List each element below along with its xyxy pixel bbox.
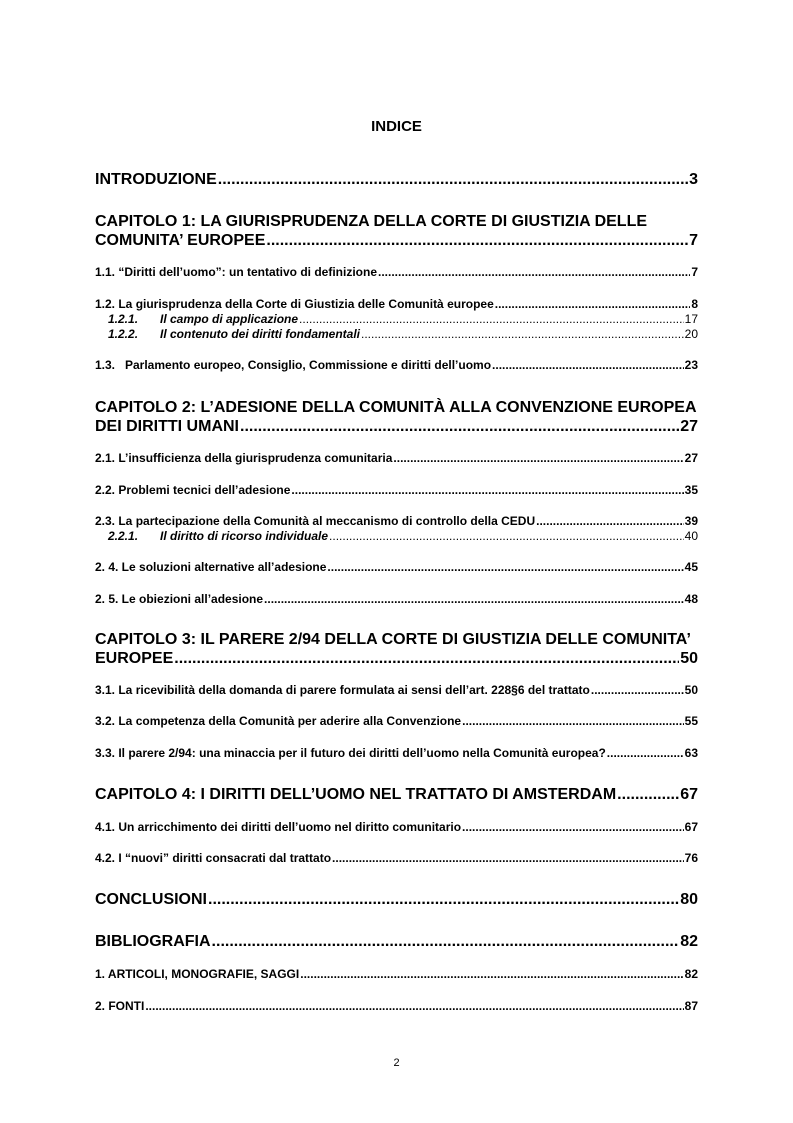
toc-entry-label: 4.2. I “nuovi” diritti consacrati dal trattato [95,851,332,865]
toc-page-number: 55 [684,714,698,728]
toc-entry-label: CAPITOLO 4: I DIRITTI DELL’UOMO NEL TRATTATO DI AMSTERDAM [95,786,617,803]
toc-entry-4-1[interactable] [95,819,698,835]
toc-page-number: 40 [684,529,698,543]
dot-leader [329,528,684,544]
toc-page-number: 87 [684,999,698,1013]
toc-entry-2-2[interactable] [95,482,698,498]
toc-entry-label: BIBLIOGRAFIA [95,933,211,950]
toc-entry-1-2-1[interactable] [95,311,698,327]
page-title: INDICE [371,118,422,135]
toc-page-number: 7 [689,232,698,249]
toc-entry-label: Parlamento europeo, Consiglio, Commissione e diritti dell’uomo [125,358,492,372]
dot-leader [264,591,684,607]
toc-entry-label: 2.1. L’insufficienza della giurisprudenza comunitaria [95,451,393,465]
toc-entry-label-group [95,326,360,342]
toc-page-number: 50 [680,650,698,667]
toc-page-number: 76 [684,851,698,865]
toc-entry-label: 1. ARTICOLI, MONOGRAFIE, SAGGI [95,967,300,981]
dot-leader [607,745,684,761]
toc-entry-3-2[interactable] [95,713,698,729]
toc-entry-biblio-2[interactable] [95,998,698,1014]
toc-page-number: 20 [684,327,698,341]
dot-leader [212,932,680,951]
toc-entry-label-group [95,311,298,327]
toc-entry-1-2-2[interactable] [95,326,698,342]
toc-entry-1-3[interactable] [95,357,698,373]
toc-page-number: 67 [684,820,698,834]
toc-entry-label: INTRODUZIONE [95,171,217,188]
dot-leader [495,296,691,312]
toc-entry-label: 2.3. La partecipazione della Comunità al meccanismo di controllo della CEDU [95,514,536,528]
dot-leader [174,649,679,668]
toc-page-number: 27 [684,451,698,465]
toc-page-number: 7 [691,265,698,279]
toc-entry-biblio-1[interactable] [95,966,698,982]
toc-entry-2-3[interactable] [95,513,698,529]
toc-page-number: 80 [680,891,698,908]
toc-entry-label: 4.1. Un arricchimento dei diritti dell’uomo nel diritto comunitario [95,820,462,834]
dot-leader [300,966,683,982]
toc-entry-label: 1.2. La giurisprudenza della Corte di Giustizia delle Comunità europee [95,297,494,311]
dot-leader [240,417,679,436]
dot-leader [332,850,684,866]
toc-page-number: 82 [680,933,698,950]
toc-entry-label-line2: EUROPEE [95,650,174,667]
toc-page-number: 35 [684,483,698,497]
toc-entry-capitolo-2[interactable] [95,398,698,436]
dot-leader [393,450,683,466]
dot-leader [299,311,684,327]
toc-entry-number: 1.2.2. [108,327,139,341]
toc-entry-label-line2: DEI DIRITTI UMANI [95,418,239,435]
toc-entry-label-group [95,528,328,544]
toc-entry-capitolo-4[interactable] [95,785,698,804]
dot-leader [536,513,684,529]
toc-entry-label-line2: COMUNITA’ EUROPEE [95,232,266,249]
toc-entry-2-4[interactable] [95,559,698,575]
dot-leader [462,819,684,835]
toc-page-number: 39 [684,514,698,528]
toc-entry-number: 1.2.1. [108,312,139,326]
toc-entry-label: Il contenuto dei diritti fondamentali [160,327,360,341]
page-number: 2 [393,1057,400,1069]
toc-entry-label: Il diritto di ricorso individuale [160,529,329,543]
toc-entry-number: 2.2.1. [108,529,139,543]
dot-leader [591,682,684,698]
dot-leader [378,264,690,280]
toc-page-number: 50 [684,683,698,697]
dot-leader [327,559,683,575]
toc-page-number: 3 [689,171,698,188]
toc-entry-1-1[interactable] [95,264,698,280]
toc-entry-label-line1: CAPITOLO 2: L’ADESIONE DELLA COMUNITÀ ALLA CONVENZIONE EUROPEA [95,399,697,416]
toc-page-number: 17 [684,312,698,326]
toc-entry-number: 1.3. [95,358,116,372]
toc-page-number: 8 [691,297,698,311]
toc-entry-capitolo-1[interactable] [95,212,698,250]
toc-entry-3-1[interactable] [95,682,698,698]
toc-entry-label: CONCLUSIONI [95,891,207,908]
toc-entry-label: 2.2. Problemi tecnici dell’adesione [95,483,291,497]
toc-entry-label: 1.1. “Diritti dell’uomo”: un tentativo di definizione [95,265,378,279]
toc-page-number: 27 [680,418,698,435]
toc-page-number: 82 [684,967,698,981]
toc-entry-capitolo-3[interactable] [95,630,698,668]
toc-entry-2-5[interactable] [95,591,698,607]
toc-page-number: 67 [680,786,698,803]
toc-entry-label: 3.3. Il parere 2/94: una minaccia per il futuro dei diritti dell’uomo nella Comunità europea? [95,746,606,760]
toc-entry-label: 2. FONTI [95,999,145,1013]
toc-entry-2-2-1[interactable] [95,528,698,544]
dot-leader [361,326,684,342]
toc-entry-4-2[interactable] [95,850,698,866]
toc-page-number: 63 [684,746,698,760]
dot-leader [492,357,684,373]
dot-leader [145,998,683,1014]
toc-entry-label: 2. 4. Le soluzioni alternative all’adesione [95,560,327,574]
toc-page-number: 23 [684,358,698,372]
toc-entry-introduzione[interactable] [95,170,698,189]
toc-entry-bibliografia[interactable] [95,932,698,951]
toc-entry-label: Il campo di applicazione [160,312,299,326]
toc-entry-1-2[interactable] [95,296,698,312]
dot-leader [266,231,688,250]
dot-leader [617,785,679,804]
dot-leader [462,713,684,729]
toc-entry-label-line1: CAPITOLO 3: IL PARERE 2/94 DELLA CORTE DI GIUSTIZIA DELLE COMUNITA’ [95,631,691,648]
toc-page-number: 48 [684,592,698,606]
dot-leader [291,482,683,498]
toc-entry-label-line1: CAPITOLO 1: LA GIURISPRUDENZA DELLA CORTE DI GIUSTIZIA DELLE [95,213,648,230]
dot-leader [218,170,688,189]
toc-entry-3-3[interactable] [95,745,698,761]
toc-entry-label: 2. 5. Le obiezioni all’adesione [95,592,264,606]
toc-entry-2-1[interactable] [95,450,698,466]
toc-entry-conclusioni[interactable] [95,890,698,909]
toc-entry-label-group [95,357,491,373]
dot-leader [208,890,679,909]
toc-page-number: 45 [684,560,698,574]
toc-entry-label: 3.2. La competenza della Comunità per aderire alla Convenzione [95,714,462,728]
toc-entry-label: 3.1. La ricevibilità della domanda di parere formulata ai sensi dell’art. 228§6 del trattato [95,683,590,697]
